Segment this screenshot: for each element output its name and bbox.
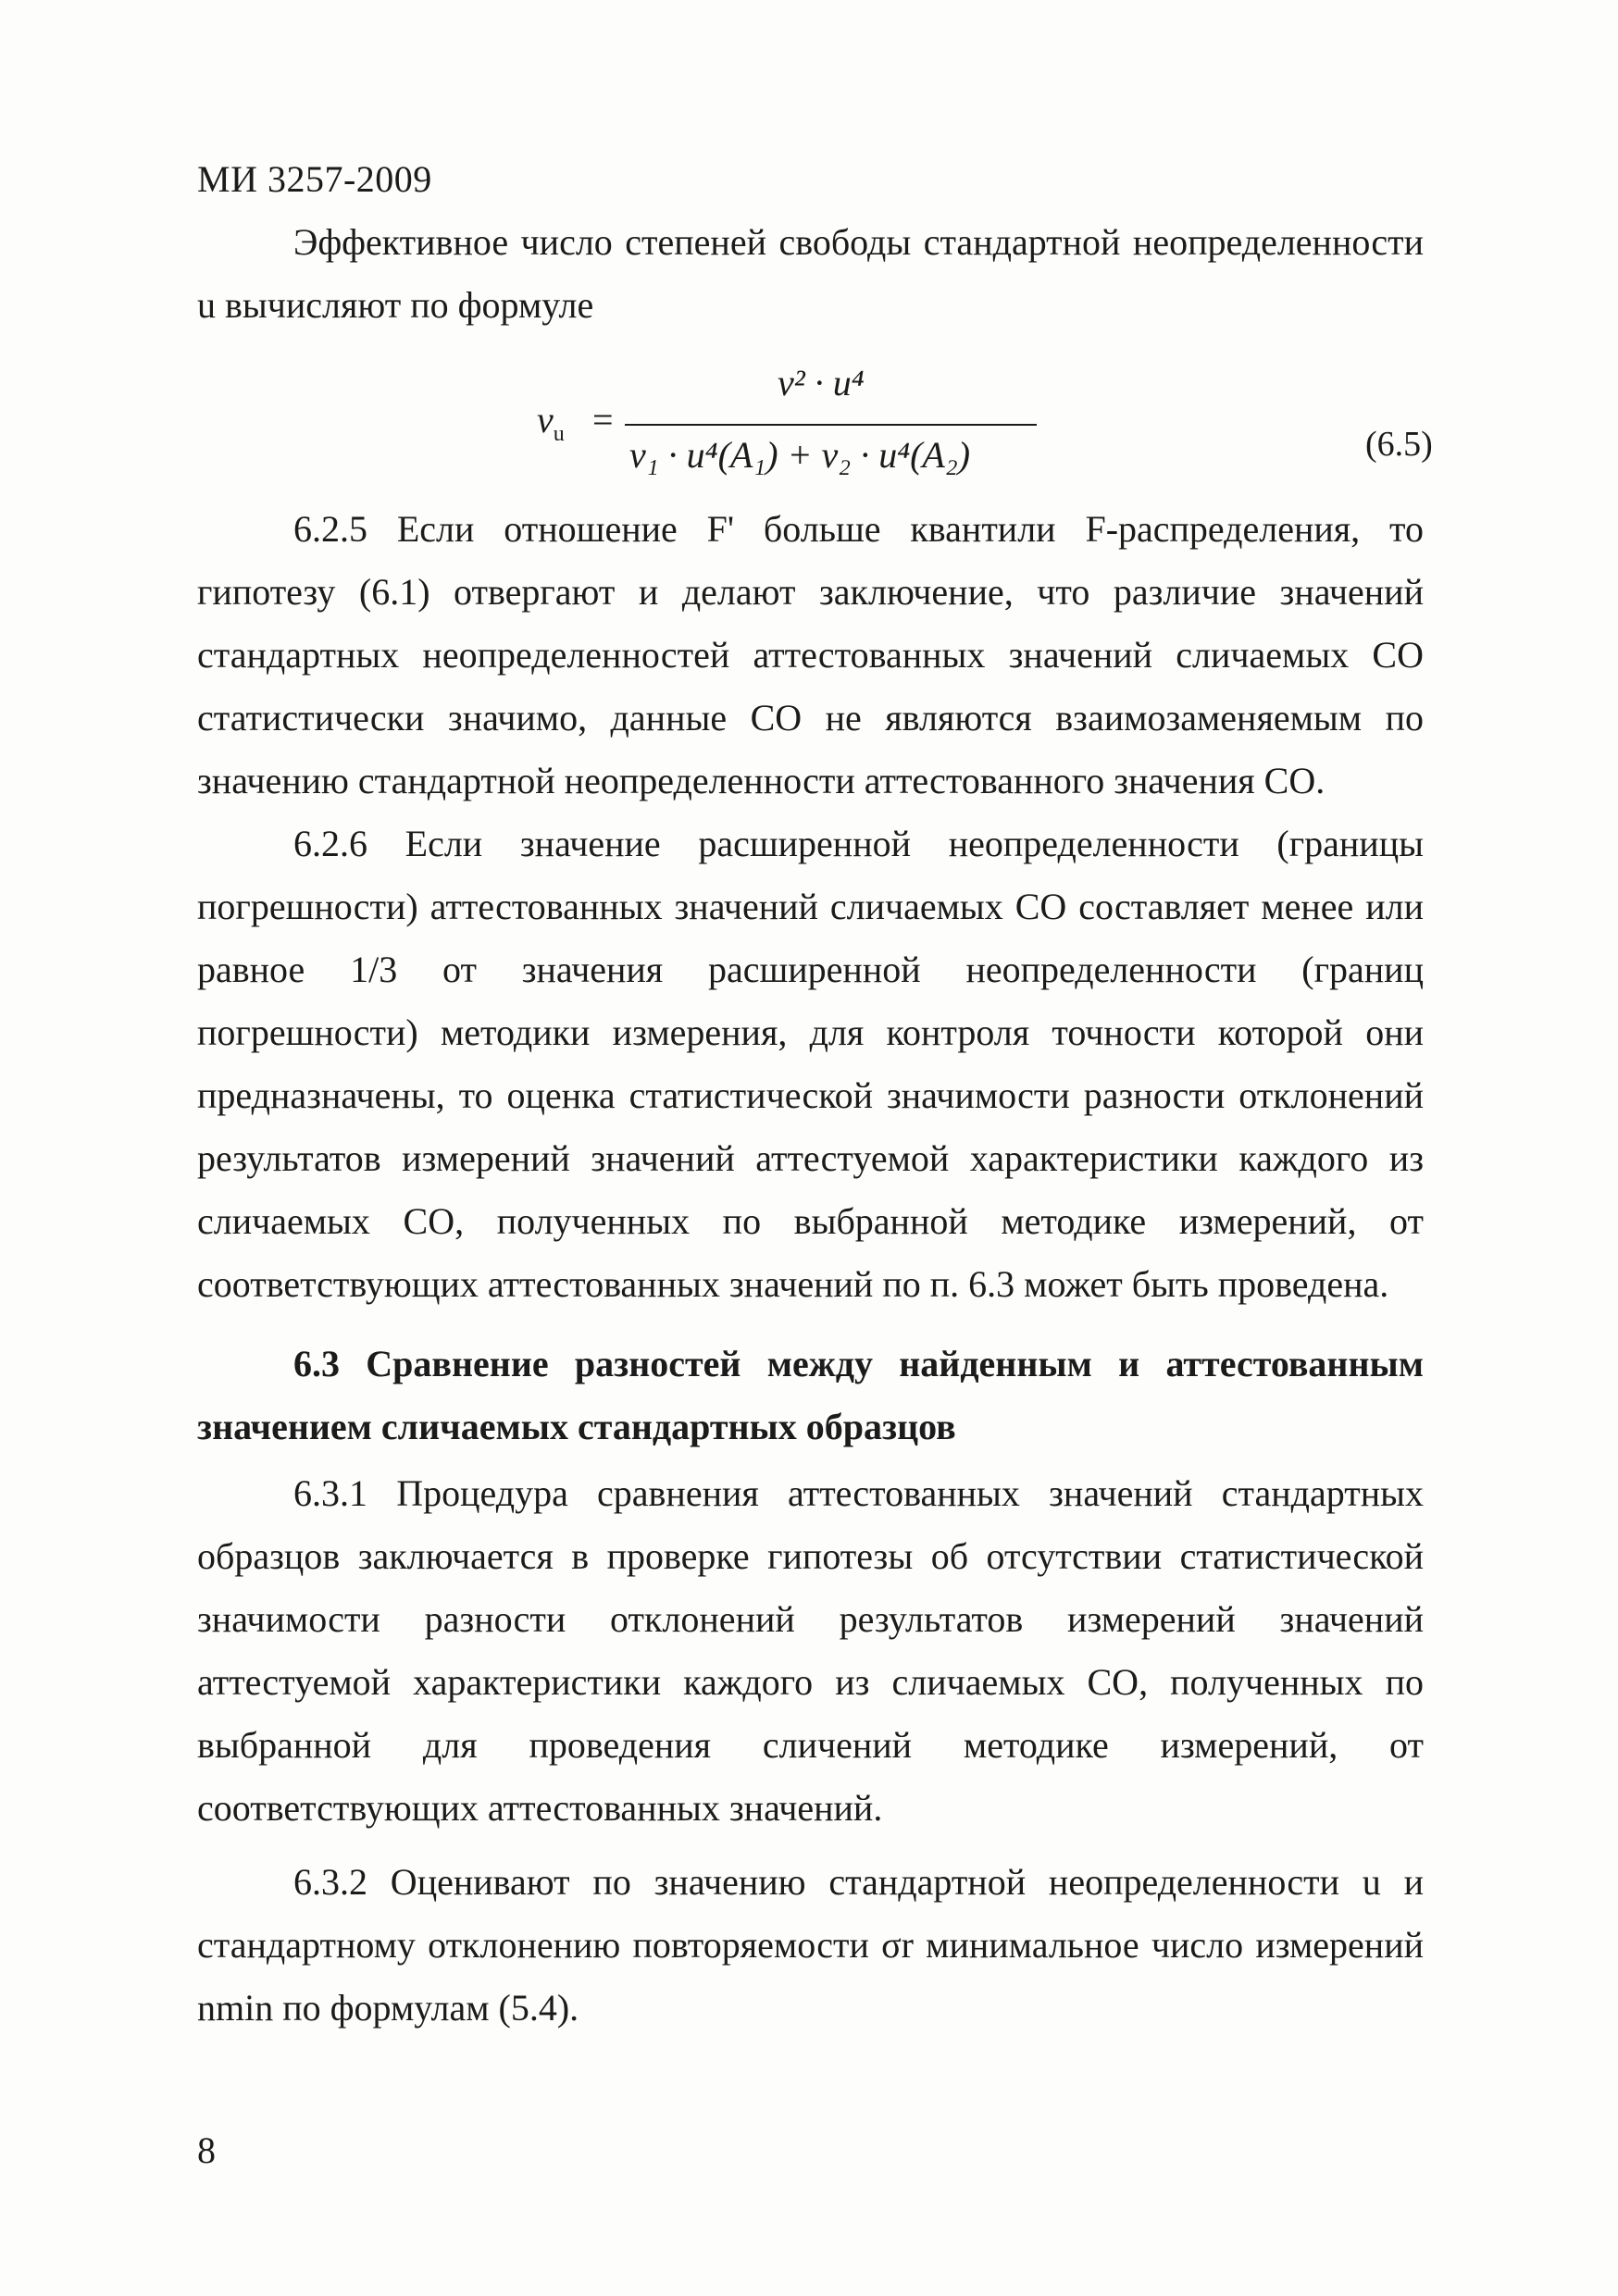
section-6-3-heading-block	[197, 1333, 1424, 1458]
paragraph-6-3-2: 6.3.2 Оценивают по значению стандартной неопределенности u и стандартному отклонению повторяемости σr минимальное число измерений nmin по формулам (5.4).	[197, 1861, 1424, 2029]
intro-paragraph-block	[197, 211, 1424, 337]
paragraph-6-3-1-block	[197, 1462, 1424, 1840]
document-code: МИ 3257-2009	[197, 158, 432, 200]
fraction-bar	[625, 424, 1037, 426]
paragraph-6-2-5: 6.2.5 Если отношение F' больше квантили F-распределения, то гипотезу (6.1) отвергают и делают заключение, что различие значений стандартных неопределенностей аттестованных значений сличаемых СО статистически значимо, данные СО не являются взаимозаменяемым по значению стандартной неопределенности аттестованного значения СО.	[197, 508, 1424, 801]
formula-denominator: ν₁ · u⁴(A₁) + ν₂ · u⁴(A₂)	[629, 434, 971, 476]
formula-equals: =	[592, 399, 614, 441]
formula-6-5	[518, 352, 1425, 490]
section-heading: 6.3 Сравнение разностей между найденным и аттестованным значением сличаемых стандартных образцов	[197, 1343, 1424, 1447]
paragraph-6-2-6: 6.2.6 Если значение расширенной неопределенности (границы погрешности) аттестованных значений сличаемых СО составляет менее или равное 1/3 от значения расширенной неопределенности (границ погрешности) методики измерения, для контроля точности которой они предназначены, то оценка статистической значимости разности отклонений результатов измерений значений аттестуемой характеристики каждого из сличаемых СО, полученных по выбранной методике измерений, от соответствующих аттестованных значений по п. 6.3 может быть проведена.	[197, 823, 1424, 1305]
page-number: 8	[197, 2129, 216, 2171]
paragraph-6-3-1: 6.3.1 Процедура сравнения аттестованных значений стандартных образцов заключается в проверке гипотезы об отсутствии статистической значимости разности отклонений результатов измерений значений аттестуемой характеристики каждого из сличаемых СО, полученных по выбранной для проведения сличений методике измерений, от соответствующих аттестованных значений.	[197, 1472, 1424, 1829]
paragraph-6-3-2-block	[197, 1851, 1424, 2040]
paragraph-6-2-6-block	[197, 813, 1424, 1316]
formula-lhs: $\nu_u$	[537, 399, 565, 446]
formula-number: (6.5)	[1365, 425, 1433, 464]
intro-paragraph: Эффективное число степеней свободы стандартной неопределенности u вычисляют по формуле	[197, 221, 1424, 326]
formula-numerator: ν² · u⁴	[778, 362, 865, 403]
paragraph-6-2-5-block	[197, 498, 1424, 813]
